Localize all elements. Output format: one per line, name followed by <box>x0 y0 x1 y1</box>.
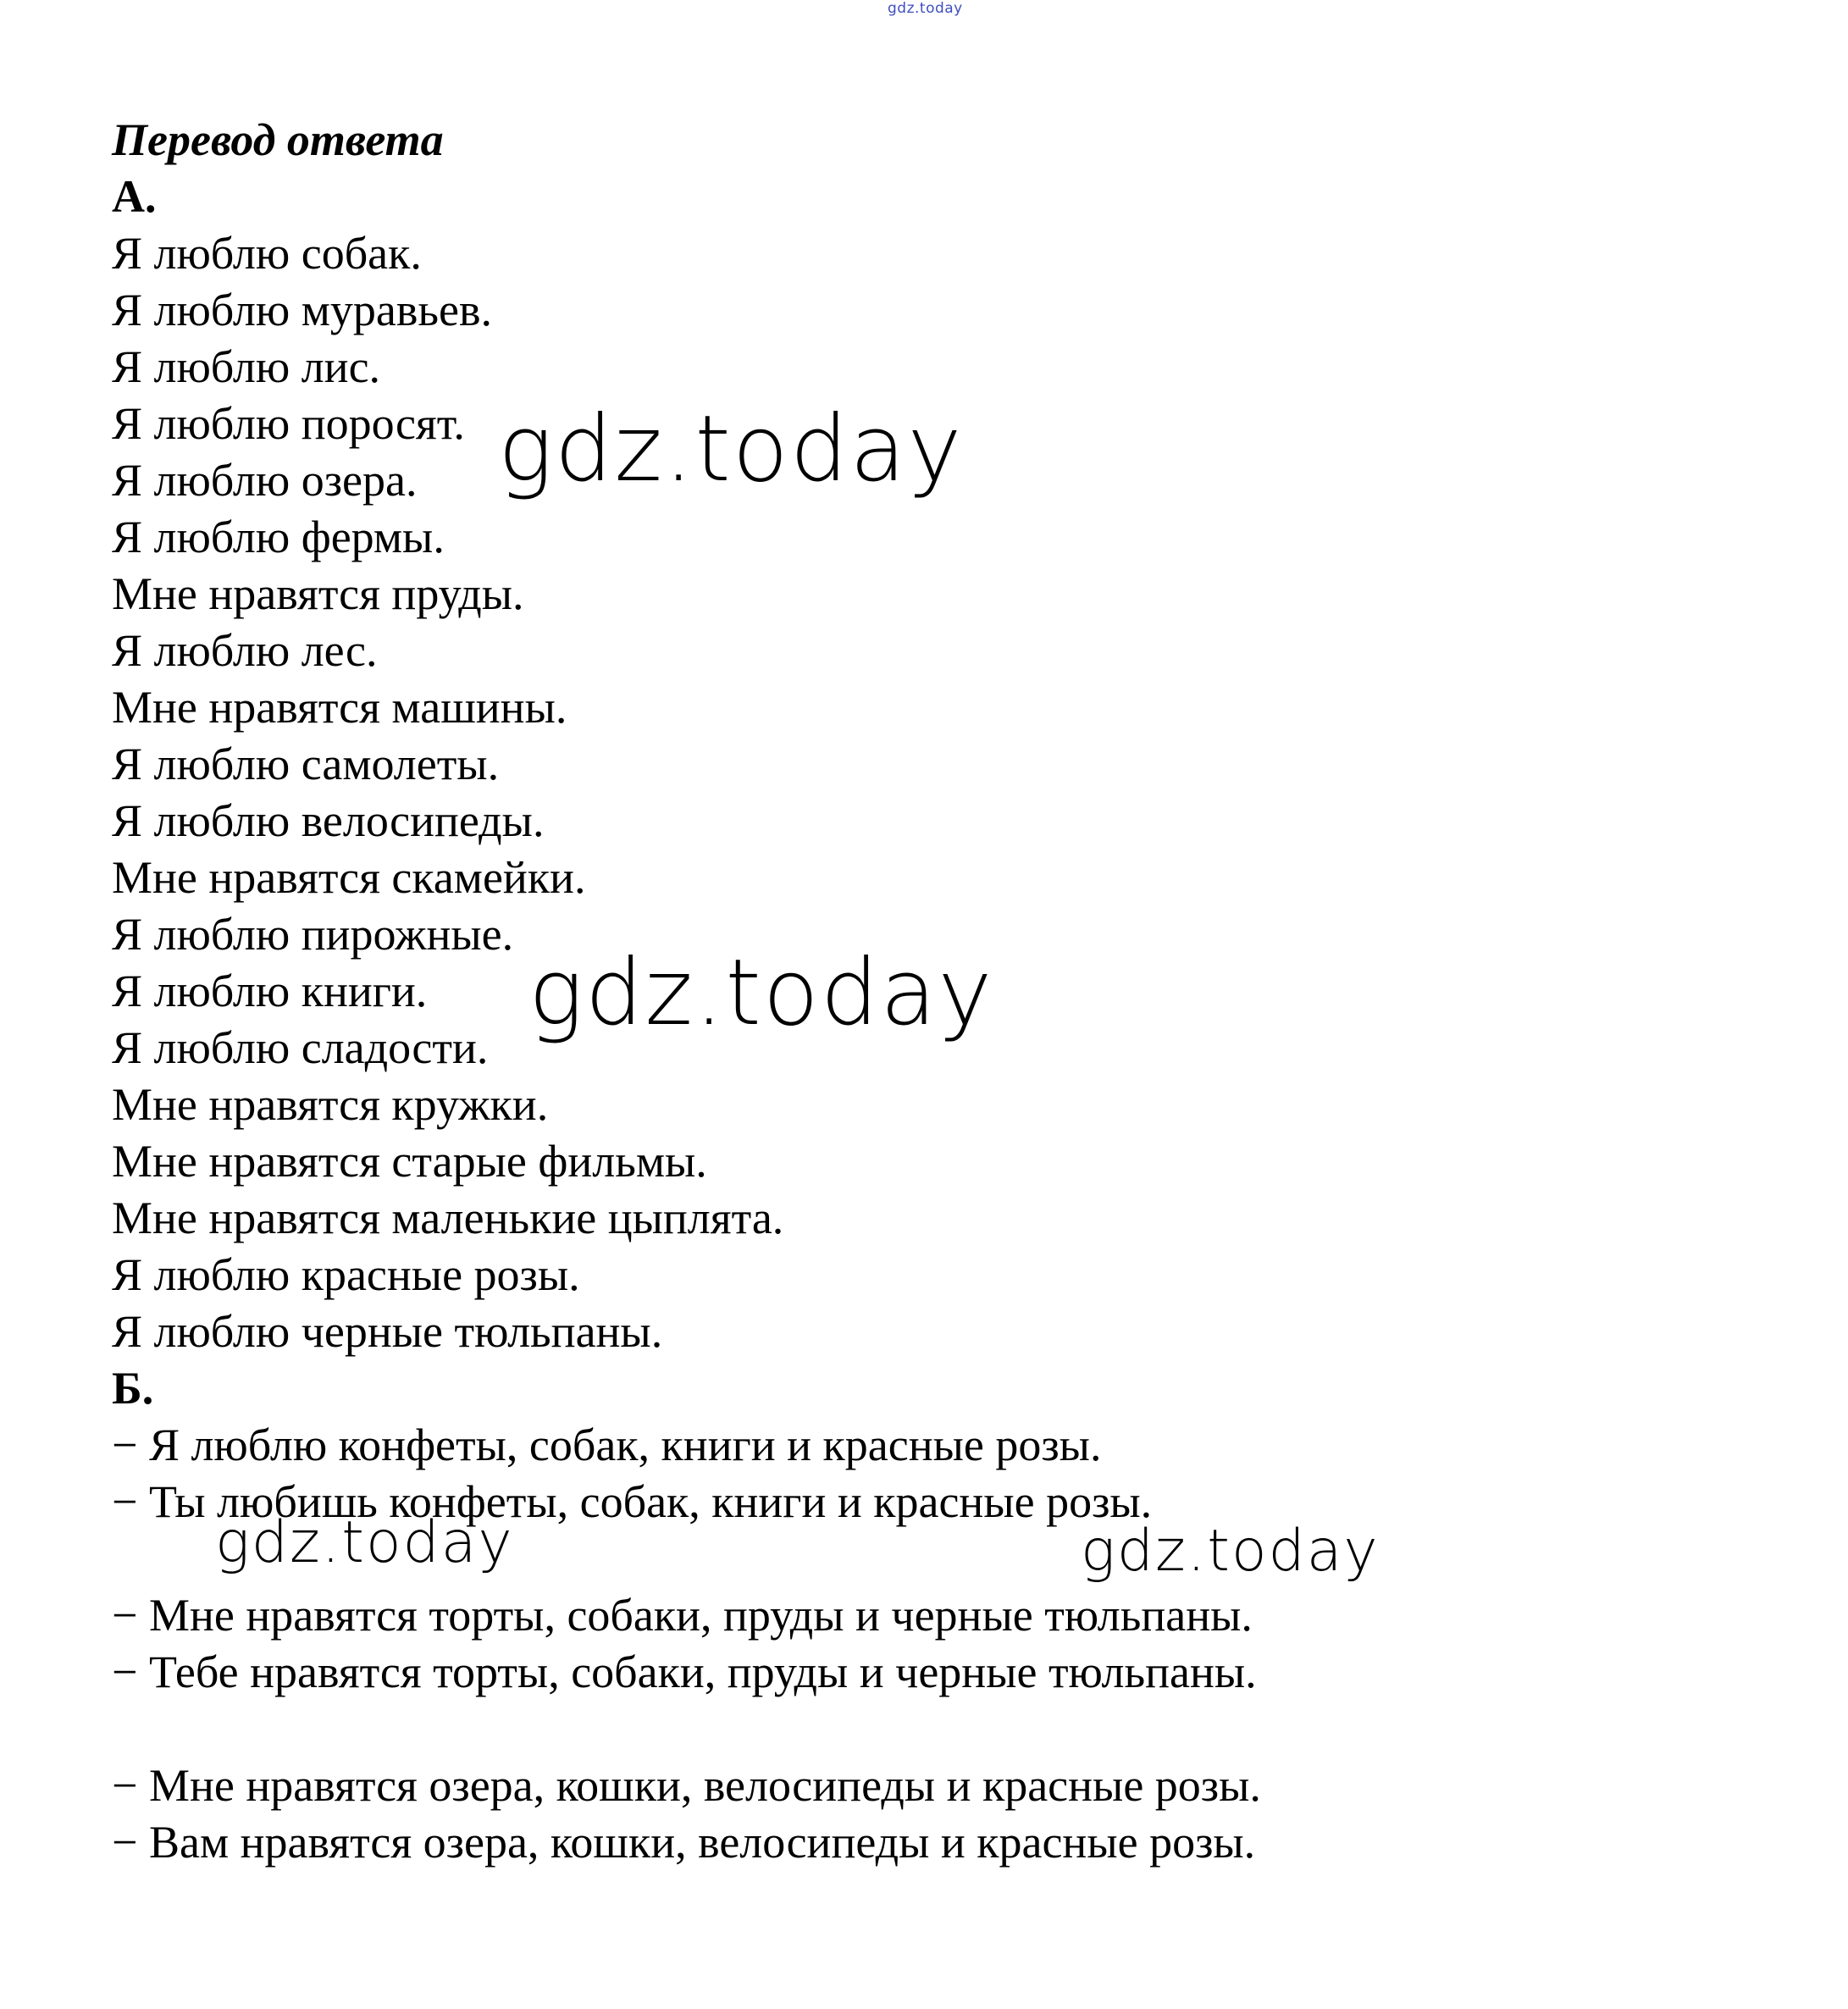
watermark: gdz.today <box>215 1509 514 1576</box>
section-b-label: Б. <box>112 1363 154 1414</box>
text-line: Мне нравятся скамейки. <box>112 852 586 903</box>
text-line: Мне нравятся кружки. <box>112 1079 549 1130</box>
dialogue-line: − Мне нравятся торты, собаки, пруды и черные тюльпаны. <box>112 1590 1253 1641</box>
text-line: Я люблю озера. <box>112 455 418 506</box>
text-line: Мне нравятся старые фильмы. <box>112 1136 707 1187</box>
dialogue-line: − Вам нравятся озера, кошки, велосипеды и красные розы. <box>112 1817 1256 1868</box>
text-line: Я люблю лес. <box>112 625 378 676</box>
watermark: gdz.today <box>528 940 994 1046</box>
dialogue-line: − Я люблю конфеты, собак, книги и красные розы. <box>112 1420 1102 1470</box>
text-line: Я люблю самолеты. <box>112 739 500 789</box>
text-line: Мне нравятся машины. <box>112 682 567 733</box>
text-line: Я люблю лис. <box>112 341 381 392</box>
watermark: gdz.today <box>498 396 964 502</box>
text-line: Я люблю черные тюльпаны. <box>112 1306 663 1357</box>
document-title: Перевод ответа <box>112 114 444 165</box>
text-line: Я люблю поросят. <box>112 398 465 449</box>
dialogue-line: − Тебе нравятся торты, собаки, пруды и черные тюльпаны. <box>112 1646 1257 1697</box>
section-a-label: А. <box>112 171 157 222</box>
watermark: gdz.today <box>1081 1518 1380 1585</box>
text-line: Я люблю книги. <box>112 966 428 1016</box>
text-line: Я люблю красные розы. <box>112 1249 580 1300</box>
text-line: Я люблю собак. <box>112 228 422 279</box>
text-line: Я люблю пирожные. <box>112 909 514 960</box>
dialogue-line: − Ты любишь конфеты, собак, книги и красные розы. <box>112 1476 1153 1527</box>
text-line: Я люблю муравьев. <box>112 285 492 335</box>
text-line: Я люблю велосипеды. <box>112 795 545 846</box>
text-line: Я люблю фермы. <box>112 512 445 562</box>
text-line: Я люблю сладости. <box>112 1022 489 1073</box>
text-line: Мне нравятся пруды. <box>112 568 524 619</box>
spacer <box>112 1701 1721 1757</box>
top-watermark: gdz.today <box>888 0 963 17</box>
dialogue-line: − Мне нравятся озера, кошки, велосипеды и красные розы. <box>112 1760 1261 1811</box>
text-line: Мне нравятся маленькие цыплята. <box>112 1193 784 1243</box>
